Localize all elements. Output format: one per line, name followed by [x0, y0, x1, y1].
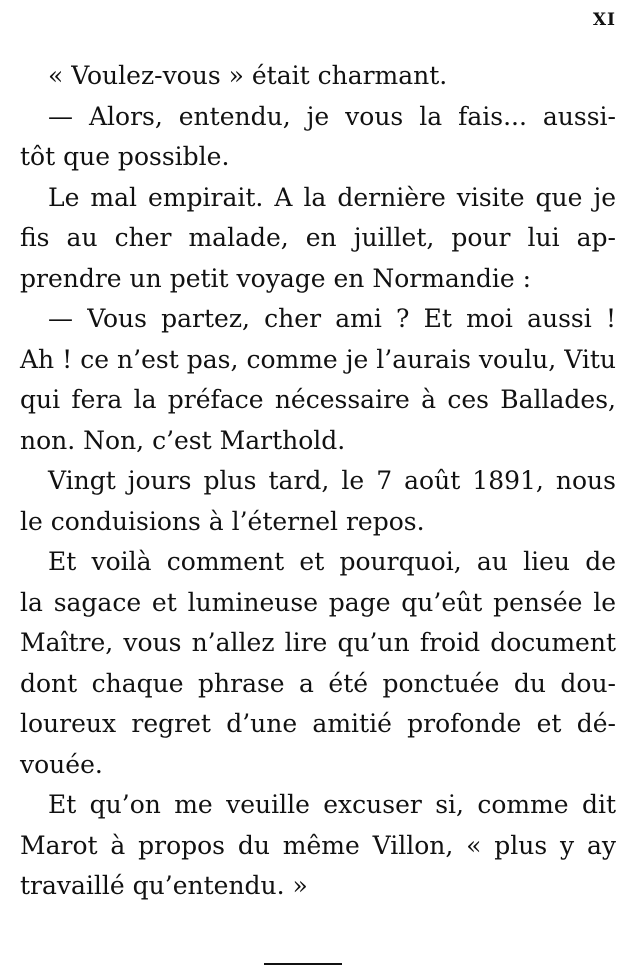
text-line: non. Non, c’est Marthold.: [20, 425, 346, 455]
text-line: tôt que possible.: [20, 142, 230, 171]
text-line: Le mal empirait. A la dernière visite que je: [48, 182, 616, 212]
text-line: la sagace et lumineuse page qu’eût pensée le: [20, 587, 616, 617]
page-number: XI: [592, 10, 616, 30]
text-line: travaillé qu’entendu. »: [20, 871, 308, 900]
paragraph: [20, 56, 616, 97]
text-line: prendre un petit voyage en Normandie :: [20, 263, 532, 293]
text-line: dont chaque phrase a été ponctuée du dou-: [20, 668, 616, 698]
text-line: Et voilà comment et pourquoi, au lieu de: [48, 547, 616, 576]
paragraph: [20, 178, 616, 300]
text-line: Et qu’on me veuille excuser si, comme dit: [48, 790, 616, 819]
paragraph: [20, 542, 616, 785]
text-line: Maître, vous n’allez lire qu’un froid document: [20, 628, 616, 657]
text-line: Marot à propos du même Villon, « plus y ay: [20, 830, 616, 860]
text-line: « Voulez-vous » était charmant.: [48, 61, 448, 90]
text-line: loureux regret d’une amitié profonde et dé-: [20, 709, 616, 738]
paragraph: [20, 299, 616, 461]
section-divider: [264, 963, 342, 965]
paragraph: [20, 97, 616, 178]
text-line: — Alors, entendu, je vous la fais... aussi-: [48, 101, 616, 131]
paragraph: [20, 785, 616, 907]
paragraph: [20, 461, 616, 542]
text-line: Ah ! ce n’est pas, comme je l’aurais voulu, Vitu: [20, 344, 616, 374]
text-line: qui fera la préface nécessaire à ces Ballades,: [20, 385, 616, 414]
text-line: le conduisions à l’éternel repos.: [20, 506, 425, 536]
text-line: vouée.: [20, 749, 103, 779]
text-line: — Vous partez, cher ami ? Et moi aussi !: [48, 304, 616, 333]
body-text: [20, 56, 616, 907]
text-line: fis au cher malade, en juillet, pour lui ap-: [20, 223, 616, 252]
text-line: Vingt jours plus tard, le 7 août 1891, nous: [48, 466, 616, 495]
